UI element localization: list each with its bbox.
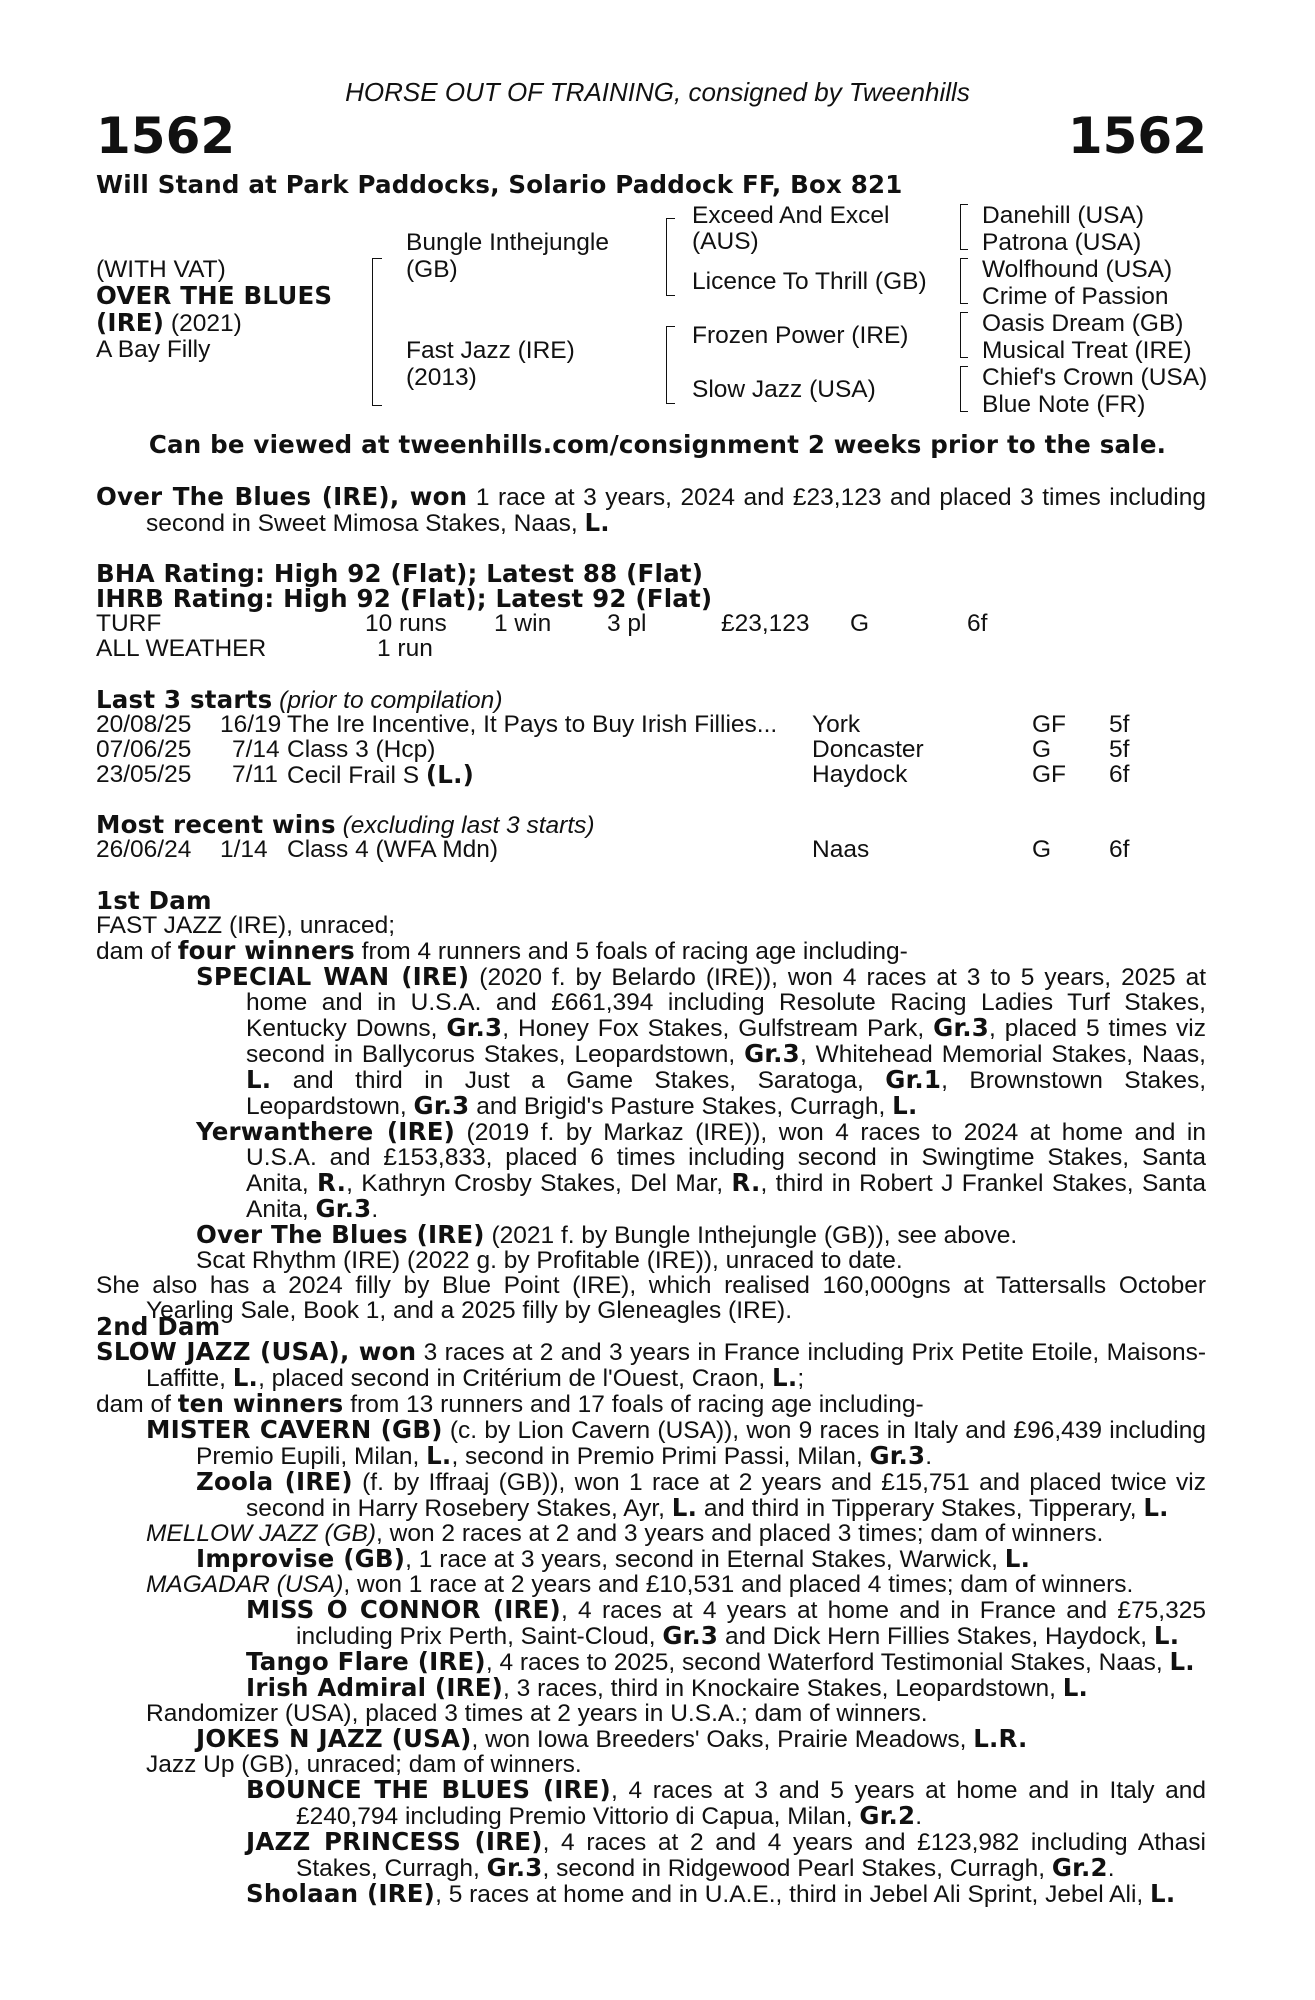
sire-sire-sire: Danehill (USA) [982,202,1145,229]
dam-line-brace [666,326,675,404]
jazz-princess-entry: JAZZ PRINCESS (IRE), 4 races at 2 and 4 years and £123,982 including Athasi Stakes, Curragh, Gr.3, second in Ridgewood Pearl Stakes, Curragh, Gr.2. [246,1827,1207,1882]
horse-foaled: (IRE) (2021) [96,308,242,337]
lot-number-left: 1562 [96,107,236,165]
over-the-blues-entry: Over The Blues (IRE) (2021 f. by Bungle Inthejungle (GB)), see above. [196,1220,1018,1249]
viewing-note: Can be viewed at tweenhills.com/consignment 2 weeks prior to the sale. [148,430,1167,459]
sale-heading: HORSE OUT OF TRAINING, consigned by Tweenhills [345,77,970,107]
horse-sex-colour: A Bay Filly [96,336,211,363]
tango-flare-entry: Tango Flare (IRE), 4 races to 2025, second Waterford Testimonial Stakes, Naas, L. [246,1647,1195,1676]
sire-line-brace [666,218,675,296]
foals-note: She also has a 2024 filly by Blue Point (IRE), which realised 160,000gns at Tattersalls October Yearling Sale, Book 1, and a 2025 filly by Gleneagles (IRE). [96,1272,1206,1324]
special-wan-entry: SPECIAL WAN (IRE) (2020 f. by Belardo (IRE)), won 4 races at 3 to 5 years, 2025 at home and in U.S.A. and £661,394 including Resolute Racing Ladies Turf Stakes, Kentucky Downs, Gr.3, Honey Fox Stakes, Gulfstream Park, Gr.3, placed 5 times viz second in Ballycorus Stakes, Leopardstown, Gr.3, Whitehead Memorial Stakes, Naas, L. and third in Just a Game Stakes, Saratoga, Gr.1, Brownstown Stakes, Leopardstown, Gr.3 and Brigid's Pasture Stakes, Curragh, L. [196,962,1207,1120]
last3-heading: Last 3 starts (prior to compilation) [96,685,503,714]
race-summary: Over The Blues (IRE), won 1 race at 3 years, 2024 and £23,123 and placed 3 times including second in Sweet Mimosa Stakes, Naas, L. [96,482,1207,537]
brace-3b [960,258,968,304]
mellow-jazz-entry: MELLOW JAZZ (GB), won 2 races at 2 and 3 years and placed 3 times; dam of winners. [146,1520,1104,1547]
dam-dam-dam: Blue Note (FR) [982,391,1146,418]
brace-3d [960,366,968,412]
stand-location: Will Stand at Park Paddocks, Solario Paddock FF, Box 821 [96,170,903,199]
dam-sire-dam: Musical Treat (IRE) [982,337,1192,364]
zoola-entry: Zoola (IRE) (f. by Iffraaj (GB)), won 1 race at 2 years and £15,751 and placed twice viz second in Harry Rosebery Stakes, Ayr, L. and third in Tipperary Stakes, Tipperary, L. [196,1467,1206,1522]
sire-dam: Licence To Thrill (GB) [692,268,927,295]
dam-name: Fast Jazz (IRE) [406,337,575,364]
dam-sire: Frozen Power (IRE) [692,322,909,349]
pedigree-brace [372,258,382,406]
bha-rating: BHA Rating: High 92 (Flat); Latest 88 (Flat) [96,559,704,588]
magadar-entry: MAGADAR (USA), won 1 race at 2 years and £10,531 and placed 4 times; dam of winners. [146,1571,1134,1598]
dam-dam: Slow Jazz (USA) [692,376,876,403]
dam-sire-sire: Oasis Dream (GB) [982,310,1184,337]
recent-wins-heading: Most recent wins (excluding last 3 starts) [96,810,595,839]
brace-3c [960,312,968,358]
sholaan-entry: Sholaan (IRE), 5 races at home and in U.A.E., third in Jebel Ali Sprint, Jebel Ali, L. [246,1879,1176,1908]
dam-dam-sire: Chief's Crown (USA) [982,364,1208,391]
catalogue-page: HORSE OUT OF TRAINING, consigned by Tweenhills 1562 1562 Will Stand at Park Paddocks, Solario Paddock FF, Box 821 (WITH VAT) OVER THE BLUES (IRE) (2021) A Bay Filly Bungle Inthejungle (GB) Fast Jazz (IRE) (2013) Exceed And Excel (AUS) Licence To Thrill (GB) Frozen Power (IRE) Slow Jazz (USA) Danehill (USA) Patrona (USA) Wolfhound (USA) Crime of Passion Oasis Dream (GB) Musical Treat (IRE) Chief's Crown (USA) Blue Note (FR) Can be viewed at tweenhills.com/consignment 2 weeks prior to the sale. Over The Blues (IRE), won 1 race at 3 years, 2024 and £23,123 and placed 3 times including second in Sweet Mimosa Stakes, Naas, L. BHA Rating: High 92 (Flat); Latest 88 (Flat) IHRB Rating: High 92 (Flat); Latest 92 (Flat) TURF 10 runs 1 win 3 pl £23,123 G 6f ALL WEATHER 1 run Last 3 starts (prior to compilation) 20/08/25 16/19 The Ire Incentive, It Pays to Buy Irish Fillies... York GF 5f 07/06/25 7/14 Class 3 (Hcp) Doncaster G 5f 23/05/25 7/11 Cecil Frail S (L.) Haydock GF 6f Most recent wins (excluding last 3 starts) 26/06/24 1/14 Class 4 (WFA Mdn) Naas G 6f 1st Dam FAST JAZZ (IRE), unraced; dam of four winners from 4 runners and 5 foals of racing age including- SPECIAL WAN (IRE) (2020 f. by Belardo (IRE)), won 4 races at 3 to 5 years, 2025 at home and in U.S.A. and £661,394 including Resolute Racing Ladies Turf Stakes, Kentucky Downs, Gr.3, Honey Fox Stakes, Gulfstream Park, Gr.3, placed 5 times viz second in Ballycorus Stakes, Leopardstown, Gr.3, Whitehead Memorial Stakes, Naas, L. and third in Just a Game Stakes, Saratoga, Gr.1, Brownstown Stakes, Leopardstown, Gr.3 and Brigid's Pasture Stakes, Curragh, L. Yerwanthere (IRE) (2019 f. by Markaz (IRE)), won 4 races to 2024 at home and in U.S.A. and £153,833, placed 6 times including second in Swingtime Stakes, Santa Anita, R., Kathryn Crosby Stakes, Del Mar, R., third in Robert J Frankel Stakes, Santa Anita, Gr.3. Over The Blues (IRE) (2021 f. by Bungle Inthejungle (GB)), see above. Scat Rhythm (IRE) (2022 g. by Profitable (IRE)), unraced to date. She also has a 2024 filly by Blue Point (IRE), which realised 160,000gns at Tattersalls October Yearling Sale, Book 1, and a 2025 filly by Gleneagles (IRE). 2nd Dam SLOW JAZZ (USA), won 3 races at 2 and 3 years in France including Prix Petite Etoile, Maisons-Laffitte, L., placed second in Critérium de l'Ouest, Craon, L.; dam of ten winners from 13 runners and 17 foals of racing age including- MISTER CAVERN (GB) (c. by Lion Cavern (USA)), won 9 races in Italy and £96,439 including Premio Eupili, Milan, L., second in Premio Primi Passi, Milan, Gr.3. Zoola (IRE) (f. by Iffraaj (GB)), won 1 race at 2 years and £15,751 and placed twice viz second in Harry Rosebery Stakes, Ayr, L. and third in Tipperary Stakes, Tipperary, L. MELLOW JAZZ (GB), won 2 races at 2 and 3 years and placed 3 times; dam of winners. Improvise (GB), 1 race at 3 years, second in Eternal Stakes, Warwick, L. MAGADAR (USA), won 1 race at 2 years and £10,531 and placed 4 times; dam of winners. MISS O CONNOR (IRE), 4 races at 4 years at home and in France and £75,325 including Prix Perth, Saint-Cloud, Gr.3 and Dick Hern Fillies Stakes, Haydock, L. Tango Flare (IRE), 4 races to 2025, second Waterford Testimonial Stakes, Naas, L. Irish Admiral (IRE), 3 races, third in Knockaire Stakes, Leopardstown, L. Randomizer (USA), placed 3 times at 2 years in U.S.A.; dam of winners. JOKES N JAZZ (USA), won Iowa Breeders' Oaks, Prairie Meadows, L.R. Jazz Up (GB), unraced; dam of winners. BOUNCE THE BLUES (IRE), 4 races at 3 and 5 years at home and in Italy and £240,794 including Premio Vittorio di Capua, Milan, Gr.2. JAZZ PRINCESS (IRE), 4 races at 2 and 4 years and £123,982 including Athasi Stakes, Curragh, Gr.3, second in Ridgewood Pearl Stakes, Curragh, Gr.2. Sholaan (IRE), 5 races at home and in U.A.E., third in Jebel Ali Sprint, Jebel Ali, L. [0,0,1315,2000]
ihrb-rating: IHRB Rating: High 92 (Flat); Latest 92 (Flat) [96,584,713,613]
first-dam-line: FAST JAZZ (IRE), unraced; [96,912,396,939]
irish-admiral-entry: Irish Admiral (IRE), 3 races, third in Knockaire Stakes, Leopardstown, L. [246,1673,1089,1702]
first-dam-heading: 1st Dam [96,886,212,915]
jokes-n-jazz-entry: JOKES N JAZZ (USA), won Iowa Breeders' Oaks, Prairie Meadows, L.R. [196,1724,1028,1753]
sire-sire: Exceed And Excel [692,202,890,229]
jazz-up-entry: Jazz Up (GB), unraced; dam of winners. [146,1751,582,1778]
first-dam-section: 1st Dam FAST JAZZ (IRE), unraced; dam of four winners from 4 runners and 5 foals of racing age including- SPECIAL WAN (IRE) (2020 f. by Belardo (IRE)), won 4 races at 3 to 5 years, 2025 at home and in U.S.A. and £661,394 including Resolute Racing Ladies Turf Stakes, Kentucky Downs, Gr.3, Honey Fox Stakes, Gulfstream Park, Gr.3, placed 5 times viz second in Ballycorus Stakes, Leopardstown, Gr.3, Whitehead Memorial Stakes, Naas, L. and third in Just a Game Stakes, Saratoga, Gr.1, Brownstown Stakes, Leopardstown, Gr.3 and Brigid's Pasture Stakes, Curragh, L. Yerwanthere (IRE) (2019 f. by Markaz (IRE)), won 4 races to 2024 at home and in U.S.A. and £153,833, placed 6 times including second in Swingtime Stakes, Santa Anita, R., Kathryn Crosby Stakes, Del Mar, R., third in Robert J Frankel Stakes, Santa Anita, Gr.3. Over The Blues (IRE) (2021 f. by Bungle Inthejungle (GB)), see above. Scat Rhythm (IRE) (2022 g. by Profitable (IRE)), unraced to date. She also has a 2024 filly by Blue Point (IRE), which realised 160,000gns at Tattersalls October Yearling Sale, Book 1, and a 2025 filly by Gleneagles (IRE). [96,886,1207,1324]
mister-cavern-entry: MISTER CAVERN (GB) (c. by Lion Cavern (USA)), won 9 races in Italy and £96,439 including Premio Eupili, Milan, L., second in Premio Primi Passi, Milan, Gr.3. [146,1415,1207,1470]
scat-rhythm-entry: Scat Rhythm (IRE) (2022 g. by Profitable (IRE)), unraced to date. [196,1247,903,1274]
dam-foaled: (2013) [406,364,477,391]
miss-o-connor-entry: MISS O CONNOR (IRE), 4 races at 4 years at home and in France and £75,325 including Prix Perth, Saint-Cloud, Gr.3 and Dick Hern Fillies Stakes, Haydock, L. [246,1595,1206,1650]
improvise-entry: Improvise (GB), 1 race at 3 years, second in Eternal Stakes, Warwick, L. [196,1544,1031,1573]
sire-origin: (GB) [406,256,458,283]
bounce-the-blues-entry: BOUNCE THE BLUES (IRE), 4 races at 3 and 5 years at home and in Italy and £240,794 including Premio Vittorio di Capua, Milan, Gr.2. [246,1775,1207,1830]
sire-name: Bungle Inthejungle [406,229,609,256]
slow-jazz-entry: SLOW JAZZ (USA), won 3 races at 2 and 3 years in France including Prix Petite Etoile, Maisons-Laffitte, L., placed second in Critérium de l'Ouest, Craon, L.; [96,1337,1207,1392]
horse-name: OVER THE BLUES [96,281,333,310]
second-dam-section: 2nd Dam SLOW JAZZ (USA), won 3 races at 2 and 3 years in France including Prix Petite Etoile, Maisons-Laffitte, L., placed second in Critérium de l'Ouest, Craon, L.; dam of ten winners from 13 runners and 17 foals of racing age including- MISTER CAVERN (GB) (c. by Lion Cavern (USA)), won 9 races in Italy and £96,439 including Premio Eupili, Milan, L., second in Premio Primi Passi, Milan, Gr.3. Zoola (IRE) (f. by Iffraaj (GB)), won 1 race at 2 years and £15,751 and placed twice viz second in Harry Rosebery Stakes, Ayr, L. and third in Tipperary Stakes, Tipperary, L. MELLOW JAZZ (GB), won 2 races at 2 and 3 years and placed 3 times; dam of winners. Improvise (GB), 1 race at 3 years, second in Eternal Stakes, Warwick, L. MAGADAR (USA), won 1 race at 2 years and £10,531 and placed 4 times; dam of winners. MISS O CONNOR (IRE), 4 races at 4 years at home and in France and £75,325 including Prix Perth, Saint-Cloud, Gr.3 and Dick Hern Fillies Stakes, Haydock, L. Tango Flare (IRE), 4 races to 2025, second Waterford Testimonial Stakes, Naas, L. Irish Admiral (IRE), 3 races, third in Knockaire Stakes, Leopardstown, L. Randomizer (USA), placed 3 times at 2 years in U.S.A.; dam of winners. JOKES N JAZZ (USA), won Iowa Breeders' Oaks, Prairie Meadows, L.R. Jazz Up (GB), unraced; dam of winners. BOUNCE THE BLUES (IRE), 4 races at 3 and 5 years at home and in Italy and £240,794 including Premio Vittorio di Capua, Milan, Gr.2. JAZZ PRINCESS (IRE), 4 races at 2 and 4 years and £123,982 including Athasi Stakes, Curragh, Gr.3, second in Ridgewood Pearl Stakes, Curragh, Gr.2. Sholaan (IRE), 5 races at home and in U.A.E., third in Jebel Ali Sprint, Jebel Ali, L. [96,1312,1207,1908]
vat-note: (WITH VAT) [96,256,226,283]
sire-dam-sire: Wolfhound (USA) [982,256,1173,283]
randomizer-entry: Randomizer (USA), placed 3 times at 2 years in U.S.A.; dam of winners. [146,1700,928,1727]
brace-3a [960,204,968,250]
sire-sire-origin: (AUS) [692,228,759,255]
sire-sire-dam: Patrona (USA) [982,229,1142,256]
sire-dam-dam: Crime of Passion [982,283,1169,310]
yerwanthere-entry: Yerwanthere (IRE) (2019 f. by Markaz (IRE)), won 4 races to 2024 at home and in U.S.A. and £153,833, placed 6 times including second in Swingtime Stakes, Santa Anita, R., Kathryn Crosby Stakes, Del Mar, R., third in Robert J Frankel Stakes, Santa Anita, Gr.3. [196,1117,1206,1223]
lot-number-right: 1562 [1067,107,1207,165]
second-dam-heading: 2nd Dam [96,1312,221,1341]
